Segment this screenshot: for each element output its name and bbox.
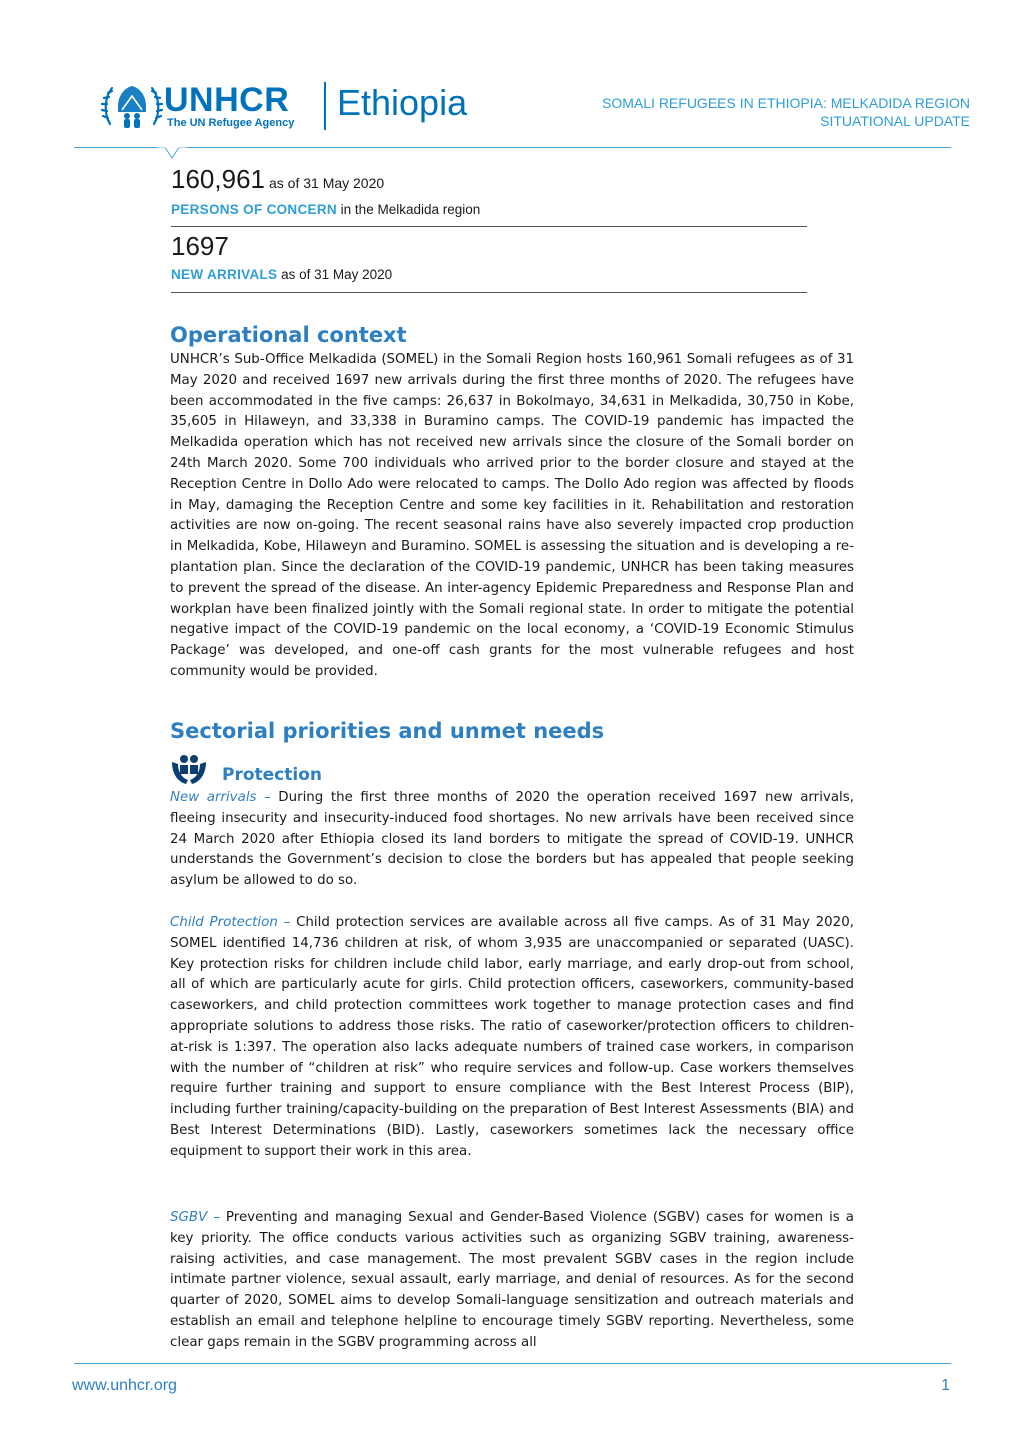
document-title <box>540 94 970 130</box>
header-notch <box>157 147 187 161</box>
key-figure-label-highlight: PERSONS OF CONCERN <box>171 202 337 217</box>
key-figure-persons-of-concern <box>171 164 384 198</box>
section-heading-sectorial: Sectorial priorities and unmet needs <box>170 719 605 743</box>
footer-url-link[interactable]: www.unhcr.org <box>72 1377 177 1394</box>
key-figure-label-highlight: NEW ARRIVALS <box>171 267 278 282</box>
unhcr-logo <box>100 78 164 134</box>
key-figure-value: 160,961 <box>171 164 265 194</box>
unhcr-emblem-icon <box>100 78 164 134</box>
key-figure-label-rest: in the Melkadida region <box>336 202 481 217</box>
footer-rule <box>74 1363 951 1364</box>
child-protection-lead: Child Protection – <box>170 915 291 930</box>
child-protection-paragraph <box>170 913 854 1163</box>
sgbv-lead: SGBV – <box>170 1210 220 1225</box>
operational-context-text: UNHCR’s Sub-Office Melkadida (SOMEL) in the Somali Region hosts 160,961 Somali refugees as of 31 May 2020 and received 1697 new arrivals during the first three months of 2020. The refugees have been accommodated in the five camps: 26,637 in Bokolmayo, 34,631 in Melkadida, 30,750 in Kobe, 35,605 in Hilaweyn, and 33,338 in Buramino camps. The COVID-19 pandemic has impacted the Melkadida operation which has not received new arrivals since the closure of the Somali border on 24th March 2020. Some 700 individuals who arrived prior to the border closure and stayed at the Reception Centre in Dollo Ado were relocated to camps. The Dollo Ado region was affected by floods in May, damaging the Reception Centre and some key facilities in it. Rehabilitation and restoration activities are now on-going. The recent seasonal rains have also severely impacted crop production in Melkadida, Kobe, Hilaweyn and Buramino. SOMEL is assessing the situation and is developing a re-plantation plan. Since the declaration of the COVID-19 pandemic, UNHCR has been taking measures to prevent the spread of the disease. An inter-agency Epidemic Preparedness and Response Plan and workplan have been finalized jointly with the Somali regional state. In order to mitigate the potential negative impact of the COVID-19 pandemic on the local economy, a ‘COVID-19 Economic Stimulus Package’ was developed, and one-off cash grants for the most vulnerable refugees and host community would be provided. <box>170 352 854 679</box>
protection-hands-icon <box>170 752 208 786</box>
sgbv-paragraph <box>170 1208 854 1354</box>
new-arrivals-body: During the first three months of 2020 the operation received 1697 new arrivals, fleeing insecurity and insecurity-induced food shortages. No new arrivals have been received since 24 March 2020 after Ethiopia closed its land borders to mitigate the spread of COVID-19. UNHCR understands the Government’s decision to close the borders but has appealed that people seeking asylum be allowed to do so. <box>170 790 854 889</box>
figure-rule <box>171 226 807 227</box>
key-figure-label <box>171 201 480 219</box>
org-tagline: The UN Refugee Agency <box>167 117 295 129</box>
protection-heading: Protection <box>222 765 322 785</box>
key-figure-asof: as of 31 May 2020 <box>268 175 385 191</box>
org-name: UNHCR <box>164 81 290 119</box>
key-figure-value: 1697 <box>171 231 229 261</box>
figure-rule <box>171 292 807 293</box>
header-divider <box>324 82 326 130</box>
section-heading-operational-context: Operational context <box>170 323 407 347</box>
page-number: 1 <box>941 1377 950 1394</box>
key-figure-label-rest: as of 31 May 2020 <box>277 267 393 282</box>
country-name: Ethiopia <box>337 82 468 123</box>
header-rule <box>74 147 951 148</box>
child-protection-body: Child protection services are available across all five camps. As of 31 May 2020, SOMEL identified 14,736 children at risk, of whom 3,935 are unaccompanied or separated (UASC). Key protection risks for children include child labor, early marriage, and early drop-out from school, all of which are particularly acute for girls. Child protection officers, caseworkers, community-based caseworkers, and child protection committees work together to manage protection cases and find appropriate solutions to address those risks. The ratio of caseworker/protection officers to children-at-risk is 1:397. The operation also lacks adequate numbers of trained case workers, in comparison with the number of “children at risk” who require services and follow-up. Case workers themselves require further training and support to ensure compliance with the Best Interest Process (BIP), including further training/capacity-building on the preparation of Best Interest Assessments (BIA) and Best Interest Determinations (BID). Lastly, caseworkers sometimes lack the necessary office equipment to support their work in this area. <box>170 915 854 1159</box>
key-figure-new-arrivals <box>171 231 229 261</box>
document-title-line1: SOMALI REFUGEES IN ETHIOPIA: MELKADIDA REGION <box>602 95 970 111</box>
document-title-line2: SITUATIONAL UPDATE <box>820 113 970 129</box>
new-arrivals-paragraph <box>170 788 854 892</box>
new-arrivals-lead: New arrivals – <box>170 790 271 805</box>
sgbv-body: Preventing and managing Sexual and Gender-Based Violence (SGBV) cases for women is a key priority. The office conducts various activities such as organizing SGBV training, awareness-raising activities, and case management. The most prevalent SGBV cases in the region include intimate partner violence, sexual assault, early marriage, and denial of resources. As for the second quarter of 2020, SOMEL aims to develop Somali-language sensitization and outreach materials and establish an email and telephone helpline to encourage timely SGBV reporting. Nevertheless, some clear gaps remain in the SGBV programming across all <box>170 1210 854 1350</box>
key-figure-label <box>171 266 392 284</box>
